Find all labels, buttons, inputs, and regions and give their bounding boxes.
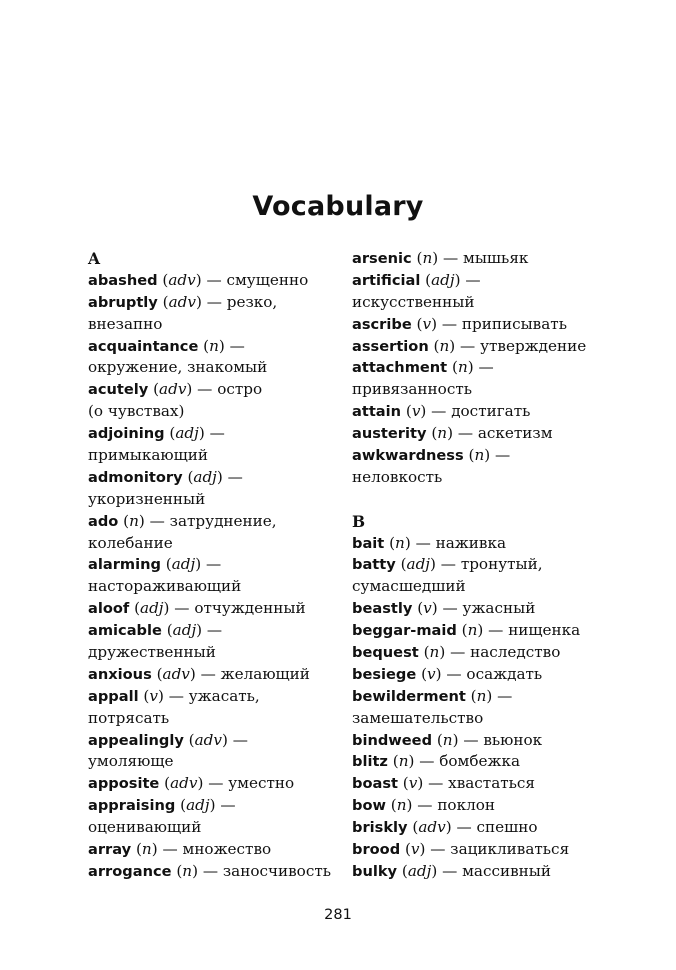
vocab-entry: bait (n) — наживка xyxy=(352,533,506,552)
vocab-entry: bulky (adj) — массивный xyxy=(352,861,551,880)
part-of-speech: adj xyxy=(431,270,455,289)
page-title: Vocabulary xyxy=(252,191,424,222)
definition-continuation: сумасшедший xyxy=(352,577,466,596)
part-of-speech: n xyxy=(182,861,193,880)
definition-continuation: колебание xyxy=(88,533,173,552)
vocab-definition: нищенка xyxy=(508,621,581,640)
vocab-term: arsenic xyxy=(352,250,412,267)
vocab-definition: заносчивость xyxy=(222,861,332,880)
vocab-entry: acquaintance (n) — xyxy=(88,336,245,355)
vocab-term: artificial xyxy=(352,271,421,289)
definition-continuation: замешательство xyxy=(352,708,484,727)
part-of-speech: adv xyxy=(162,664,190,683)
part-of-speech: v xyxy=(411,402,421,421)
vocab-term: batty xyxy=(352,556,396,574)
part-of-speech: n xyxy=(429,643,440,662)
vocab-entry: anxious (adv) — желающий xyxy=(88,664,310,683)
vocab-entry: amicable (adj) — xyxy=(88,621,223,640)
vocab-term: aloof xyxy=(88,600,130,618)
part-of-speech: adv xyxy=(418,818,446,837)
vocab-entry: attachment (n) — xyxy=(352,358,494,377)
vocab-definition: затруднение, xyxy=(169,511,277,530)
vocab-term: alarming xyxy=(88,556,161,574)
definition-continuation: умоляюще xyxy=(88,752,174,771)
vocab-entry: artificial (adj) — xyxy=(352,270,481,289)
vocab-entry: appall (v) — ужасать, xyxy=(88,686,260,705)
section-letter xyxy=(88,248,350,270)
vocab-entry: acutely (adv) — остро xyxy=(88,380,263,399)
definition-continuation: примыкающий xyxy=(88,446,209,465)
vocab-definition: уместно xyxy=(228,774,295,793)
vocab-definition: мышьяк xyxy=(463,249,529,267)
vocab-definition: остро xyxy=(217,380,263,399)
part-of-speech: adv xyxy=(168,270,196,289)
vocab-definition: аскетизм xyxy=(477,424,553,443)
vocab-entry: arsenic (n) — мышьяк xyxy=(352,249,529,267)
vocab-term: attachment xyxy=(352,359,448,377)
vocab-term: arrogance xyxy=(88,862,172,880)
vocab-term: beggar-maid xyxy=(352,622,457,640)
part-of-speech: n xyxy=(422,249,433,267)
vocab-term: anxious xyxy=(88,665,152,683)
part-of-speech: v xyxy=(149,686,158,705)
definition-continuation: привязанность xyxy=(352,380,473,399)
vocab-term: acutely xyxy=(88,381,149,399)
part-of-speech: adj xyxy=(406,555,431,574)
spacer xyxy=(352,489,652,511)
vocab-term: beastly xyxy=(352,600,413,618)
vocab-entry: batty (adj) — тронутый, xyxy=(352,555,543,574)
part-of-speech: v xyxy=(408,774,418,793)
vocab-term: amicable xyxy=(88,622,162,640)
vocab-term: bait xyxy=(352,534,385,552)
part-of-speech: adj xyxy=(193,467,217,486)
part-of-speech: n xyxy=(398,752,409,771)
vocab-entry: abruptly (adv) — резко, xyxy=(88,292,278,311)
vocab-term: brood xyxy=(352,841,401,859)
part-of-speech: n xyxy=(474,446,485,465)
vocab-term: awkwardness xyxy=(352,447,464,465)
vocab-entry: brood (v) — зацикливаться xyxy=(352,840,570,859)
vocab-entry: abashed (adv) — смущенно xyxy=(88,270,309,289)
vocab-definition: ужасать, xyxy=(188,686,260,705)
definition-continuation: внезапно xyxy=(88,314,163,333)
vocabulary-column-right xyxy=(352,248,652,883)
vocab-definition: смущенно xyxy=(226,270,309,289)
vocab-entry: ascribe (v) — приписывать xyxy=(352,314,567,333)
part-of-speech: adj xyxy=(171,555,196,574)
vocab-definition: спешно xyxy=(476,818,538,837)
vocab-definition: наживка xyxy=(435,533,506,552)
part-of-speech: adj xyxy=(140,599,164,618)
vocab-term: apposite xyxy=(88,775,160,793)
vocab-definition: утверждение xyxy=(480,336,587,355)
part-of-speech: adv xyxy=(159,380,187,399)
vocab-term: bequest xyxy=(352,644,419,662)
vocab-entry: alarming (adj) — xyxy=(88,555,222,574)
vocab-entry: bow (n) — поклон xyxy=(352,796,495,815)
vocab-entry: assertion (n) — утверждение xyxy=(352,336,587,355)
part-of-speech: n xyxy=(129,511,139,530)
vocab-definition: бомбежка xyxy=(439,752,521,771)
vocab-entry: array (n) — множество xyxy=(88,840,272,859)
vocab-definition: осаждать xyxy=(466,664,543,683)
vocab-definition: хвастаться xyxy=(448,774,536,793)
vocab-term: bulky xyxy=(352,862,398,880)
vocab-entry: bewilderment (n) — xyxy=(352,686,513,705)
part-of-speech: n xyxy=(476,686,487,705)
vocab-term: appraising xyxy=(88,797,176,815)
vocab-definition: множество xyxy=(182,840,272,859)
vocab-definition: достигать xyxy=(451,402,531,421)
part-of-speech: adj xyxy=(407,861,432,880)
vocab-term: briskly xyxy=(352,819,408,837)
vocab-entry: admonitory (adj) — xyxy=(88,467,243,486)
definition-continuation: потрясать xyxy=(88,708,170,727)
definition-continuation: искусственный xyxy=(352,292,475,311)
vocab-entry: appraising (adj) — xyxy=(88,796,236,815)
vocab-definition: тронутый, xyxy=(460,555,543,574)
part-of-speech: n xyxy=(395,533,405,552)
vocab-term: appall xyxy=(88,687,139,705)
section-letter-text: A xyxy=(88,249,101,268)
vocab-term: ado xyxy=(88,512,119,530)
vocab-definition: приписывать xyxy=(461,314,567,333)
part-of-speech: adj xyxy=(175,424,199,443)
vocab-definition: наследство xyxy=(470,643,561,662)
section-letter-text: B xyxy=(352,511,366,531)
part-of-speech: adj xyxy=(172,621,197,640)
part-of-speech: v xyxy=(427,664,436,683)
vocab-definition: поклон xyxy=(437,796,495,815)
vocab-definition: желающий xyxy=(220,664,310,683)
definition-continuation: неловкость xyxy=(352,467,443,486)
part-of-speech: v xyxy=(410,840,420,859)
vocab-term: bindweed xyxy=(352,731,433,749)
part-of-speech: n xyxy=(467,621,478,640)
vocab-entry: adjoining (adj) — xyxy=(88,424,225,443)
vocab-term: bow xyxy=(352,797,386,815)
definition-continuation: оценивающий xyxy=(88,818,202,837)
definition-continuation: настораживающий xyxy=(88,577,242,596)
vocab-entry: besiege (v) — осаждать xyxy=(352,664,543,683)
vocab-term: boast xyxy=(352,775,398,793)
vocab-definition: резко, xyxy=(226,292,278,311)
vocab-term: acquaintance xyxy=(88,337,199,355)
vocab-definition: вьюнок xyxy=(483,730,543,749)
vocab-entry: beastly (v) — ужасный xyxy=(352,599,536,618)
vocab-entry: bindweed (n) — вьюнок xyxy=(352,730,543,749)
vocab-entry: appealingly (adv) — xyxy=(88,730,248,749)
vocab-definition: ужасный xyxy=(462,599,536,618)
part-of-speech: n xyxy=(437,424,448,443)
vocabulary-column-left xyxy=(88,248,350,883)
vocab-term: assertion xyxy=(352,337,429,355)
vocab-entry: attain (v) — достигать xyxy=(352,402,531,421)
page-number: 281 xyxy=(324,907,352,923)
vocab-term: appealingly xyxy=(88,731,184,749)
part-of-speech: v xyxy=(423,599,432,618)
vocab-entry: awkwardness (n) — xyxy=(352,446,511,465)
vocab-entry: ado (n) — затруднение, xyxy=(88,511,277,530)
vocab-entry: briskly (adv) — спешно xyxy=(352,818,538,837)
vocab-term: blitz xyxy=(352,753,388,771)
part-of-speech: adv xyxy=(194,730,222,749)
vocab-definition: зацикливаться xyxy=(450,840,570,859)
part-of-speech: n xyxy=(209,336,219,355)
part-of-speech: n xyxy=(442,730,453,749)
part-of-speech: v xyxy=(422,314,432,333)
definition-continuation: (о чувствах) xyxy=(88,402,185,421)
part-of-speech: n xyxy=(439,336,450,355)
vocab-entry: arrogance (n) — заносчивость xyxy=(88,861,332,880)
vocab-term: adjoining xyxy=(88,425,165,443)
vocab-term: array xyxy=(88,841,132,859)
definition-continuation: укоризненный xyxy=(88,489,206,508)
vocab-entry: apposite (adv) — уместно xyxy=(88,774,295,793)
definition-continuation: дружественный xyxy=(88,643,216,662)
part-of-speech: adv xyxy=(170,774,198,793)
section-letter xyxy=(352,511,652,533)
vocab-entry: austerity (n) — аскетизм xyxy=(352,424,553,443)
vocab-term: abashed xyxy=(88,271,158,289)
part-of-speech: adj xyxy=(186,796,210,815)
vocab-term: admonitory xyxy=(88,468,183,486)
part-of-speech: n xyxy=(396,796,407,815)
vocab-term: ascribe xyxy=(352,315,412,333)
vocab-entry: aloof (adj) — отчужденный xyxy=(88,599,306,618)
vocab-term: abruptly xyxy=(88,293,158,311)
vocab-entry: beggar-maid (n) — нищенка xyxy=(352,621,581,640)
vocab-term: besiege xyxy=(352,665,417,683)
vocab-term: bewilderment xyxy=(352,687,466,705)
vocab-entry: bequest (n) — наследство xyxy=(352,643,561,662)
part-of-speech: n xyxy=(457,358,468,377)
vocab-entry: boast (v) — хвастаться xyxy=(352,774,536,793)
vocab-definition: массивный xyxy=(462,861,551,880)
vocab-entry: blitz (n) — бомбежка xyxy=(352,752,521,771)
vocab-term: austerity xyxy=(352,425,427,443)
part-of-speech: adv xyxy=(168,292,196,311)
vocab-term: attain xyxy=(352,403,402,421)
part-of-speech: n xyxy=(141,840,152,859)
vocab-definition: отчужденный xyxy=(194,599,306,618)
definition-continuation: окружение, знакомый xyxy=(88,358,268,377)
